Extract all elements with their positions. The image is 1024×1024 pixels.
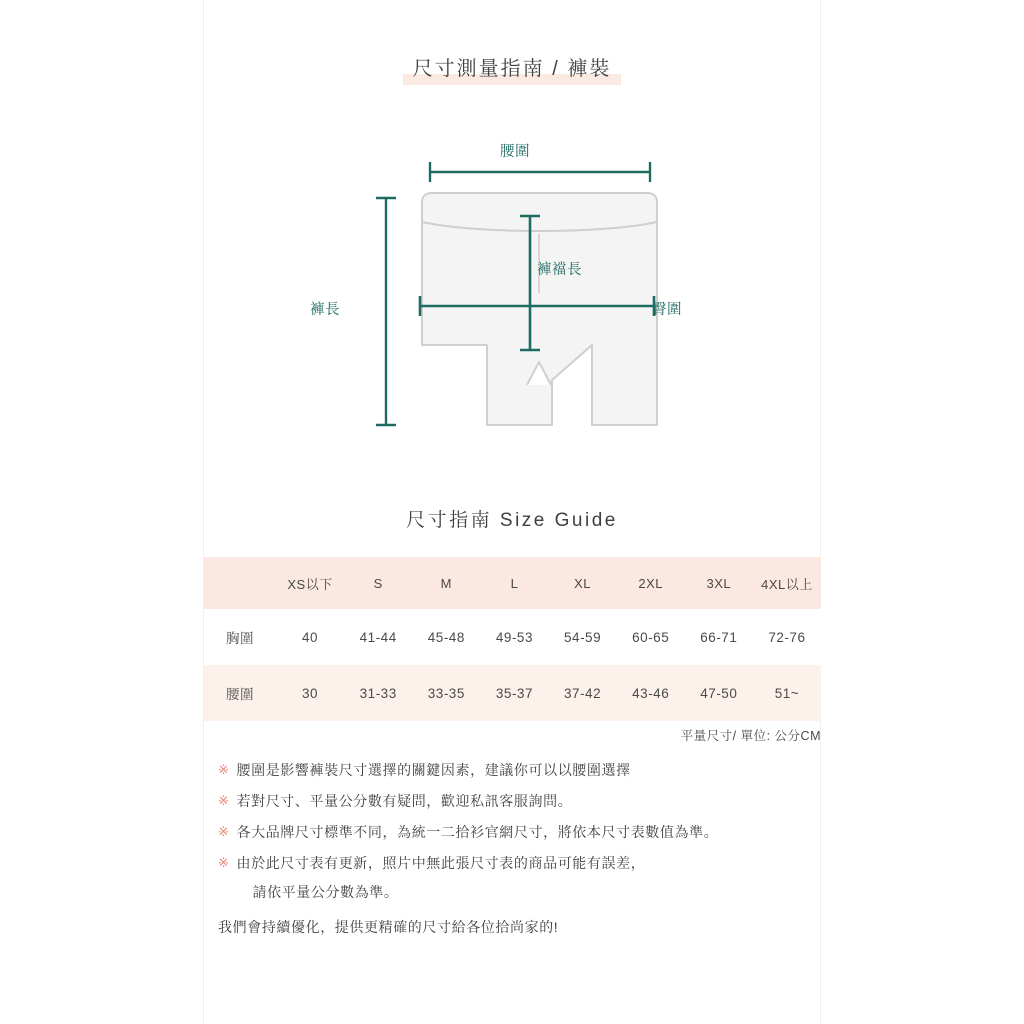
note-subtext: 請依平量公分數為準。	[252, 884, 399, 900]
table-cell: 31-33	[344, 665, 412, 721]
table-header-cell: XL	[549, 557, 617, 609]
note-mark-icon: ※	[218, 793, 230, 808]
table-header-cell: L	[480, 557, 548, 609]
note-mark-icon: ※	[218, 855, 230, 870]
label-hip: 臀圍	[652, 302, 682, 318]
table-row	[204, 665, 821, 721]
note-item	[218, 760, 838, 781]
table-cell: 43-46	[617, 665, 685, 721]
waist-measure-line	[430, 162, 650, 182]
table-row	[204, 609, 821, 665]
table-cell: 30	[276, 665, 344, 721]
unit-note: 平量尺寸/ 單位: 公分CM	[680, 729, 821, 743]
row-label: 胸圍	[204, 609, 276, 665]
table-cell: 37-42	[549, 665, 617, 721]
table-header-row	[204, 557, 821, 609]
label-length: 褲長	[310, 302, 340, 318]
note-item	[218, 853, 838, 903]
table-cell: 33-35	[412, 665, 480, 721]
label-inseam: 褲襠長	[537, 262, 582, 278]
table-cell: 35-37	[480, 665, 548, 721]
table-cell: 66-71	[685, 609, 753, 665]
note-mark-icon: ※	[218, 824, 230, 839]
size-guide-heading: 尺寸指南 Size Guide	[406, 510, 618, 531]
note-item	[218, 822, 838, 843]
row-label: 腰圍	[204, 665, 276, 721]
table-header-cell: XS以下	[276, 557, 344, 609]
table-cell: 49-53	[480, 609, 548, 665]
table-cell: 47-50	[685, 665, 753, 721]
page-title-wrap	[0, 50, 1024, 85]
shorts-illustration	[422, 193, 657, 425]
table-header-cell: S	[344, 557, 412, 609]
label-waist: 腰圍	[500, 144, 530, 160]
table-cell: 51~	[753, 665, 821, 721]
table-header-cell	[204, 557, 276, 609]
table-cell: 60-65	[617, 609, 685, 665]
table-header-cell: 3XL	[685, 557, 753, 609]
table-header-cell: 2XL	[617, 557, 685, 609]
page-title	[403, 50, 622, 85]
notes-list	[218, 760, 838, 937]
note-text: 若對尺寸、平量公分數有疑問，歡迎私訊客服詢問。	[236, 793, 573, 809]
pants-diagram-svg	[262, 130, 762, 460]
pants-measurement-diagram	[262, 130, 762, 460]
table-cell: 72-76	[753, 609, 821, 665]
note-text: 由於此尺寸表有更新，照片中無此張尺寸表的商品可能有誤差，	[236, 855, 646, 871]
note-item	[218, 791, 838, 812]
table-cell: 54-59	[549, 609, 617, 665]
table-cell: 40	[276, 609, 344, 665]
size-table	[204, 557, 821, 721]
page-title-text: 尺寸測量指南 / 褲裝	[412, 58, 612, 80]
note-text-wrap	[237, 853, 839, 903]
table-cell: 41-44	[344, 609, 412, 665]
table-header-cell: M	[412, 557, 480, 609]
table-cell: 45-48	[412, 609, 480, 665]
note-text: 各大品牌尺寸標準不同，為統一二拾衫官網尺寸，將依本尺寸表數值為準。	[236, 824, 719, 840]
note-text: 腰圍是影響褲裝尺寸選擇的關鍵因素，建議你可以以腰圍選擇	[236, 762, 631, 778]
length-measure-line	[376, 198, 396, 425]
note-mark-icon: ※	[218, 762, 230, 777]
closing-text: 我們會持續優化，提供更精確的尺寸給各位拾尚家的!	[218, 919, 559, 935]
table-header-cell: 4XL以上	[753, 557, 821, 609]
